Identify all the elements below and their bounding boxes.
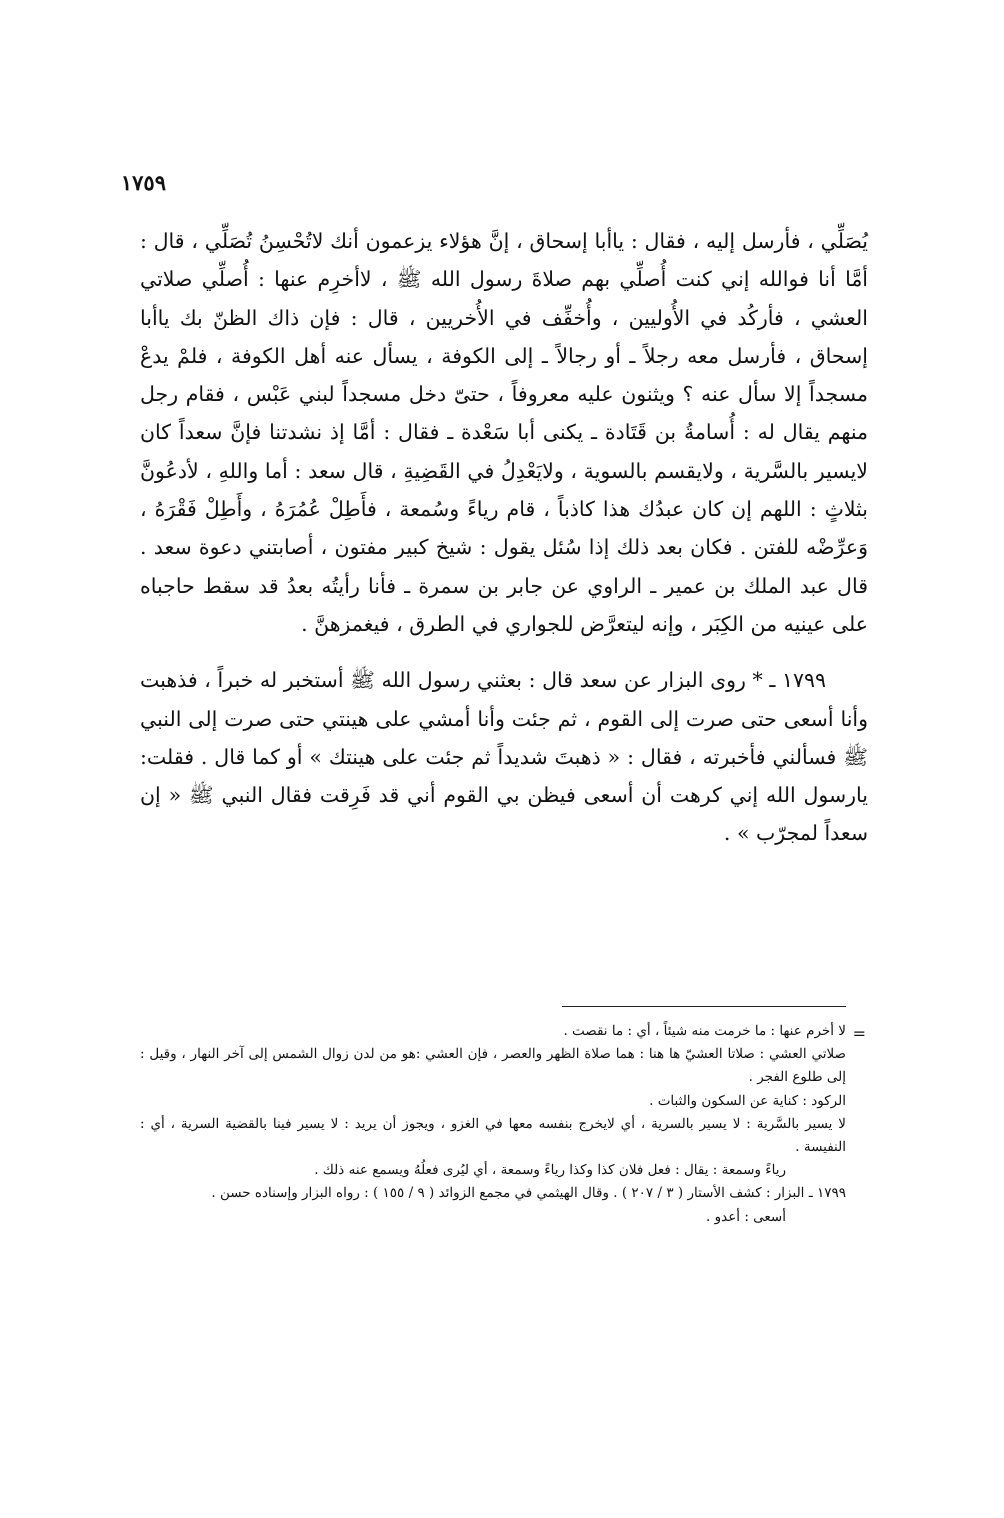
- footnote-line: الركود : كناية عن السكون والثبات .: [649, 1092, 846, 1109]
- footnote-line: صلاتي العشي : صلاتا العشيّ ها هنا : هما صلاة الظهر والعصر ، فإن العشي :هو من لدن زوال الشمس إلى آخر النهار ، وقيل : إلى طلوع الفجر .: [140, 1046, 846, 1086]
- footnote-continuation-mark: =: [852, 1024, 866, 1043]
- page-number: ١٧٥٩: [120, 170, 166, 195]
- footnote-line: لا أخرم عنها : ما خرمت منه شيئاً ، أي : ما نقصت .: [563, 1023, 846, 1039]
- footnotes: [140, 1020, 846, 1229]
- footnote-source: ١٧٩٩ ـ البزار : كشف الأستار ( ٣ / ٢٠٧ ) . وقال الهيثمي في مجمع الزوائد ( ٩ / ١٥٥ ) : رواه البزار وإسناده حسن .: [211, 1185, 846, 1202]
- footnote-line: رياءً وسمعة : يقال : فعل فلان كذا وكذا رياءً وسمعة ، أي ليُرى فعلُهُ ويسمع عنه ذلك .: [314, 1162, 786, 1179]
- footnote-line: لا يسير بالسَّرية : لا يسير بالسرية ، أي لايخرج بنفسه معها في الغزو ، ويجوز أن يريد : لا يسير فينا بالقضية السرية ، أي : النفيسة .: [140, 1115, 846, 1156]
- footnote-line: أسعى : أعدو .: [706, 1208, 786, 1225]
- main-text: [140, 222, 868, 853]
- hadith-continuation-paragraph: يُصَلِّي ، فأرسل إليه ، فقال : ياأبا إسحاق ، إنَّ هؤلاء يزعمون أنك لاتُحْسِنُ تُصَلِّي ، قال : أمَّا أنا فوالله إني كنت أُصلِّي بهم صلاةَ رسول الله ﷺ ، لاأخرِم عنها : أُصلِّي صلاتي العشي ، فأركُد في الأُوليين ، وأُخفِّف في الأُخريين ، قال : فإن ذاك الظنّ بك ياأبا إسحاق ، فأرسل معه رجلاً ـ أو رجالاً ـ إلى الكوفة ، يسأل عنه أهل الكوفة ، فلمْ يدعْ مسجداً إلا سأل عنه ؟ ويثنون عليه معروفاً ، حتىّ دخل مسجداً لبني عَبْس ، فقام رجل منهم يقال له : أُسامةُ بن قَتَادة ـ يكنى أبا سَعْدة ـ فقال : أمَّا إذ نشدتنا فإنَّ سعداً كان لايسير بالسَّرية ، ولايقسم بالسوية ، ولايَعْدِلُ في القَضِيةِ ، قال سعد : أما واللهِ ، لأدعُونَّ بثلاثٍ : اللهم إن كان عبدُك هذا كاذباً ، قام رياءً وسُمعة ، فأَطِلْ عُمُرَهُ ، وأَطِلْ فَقْرَهُ ، وَعرِّضْه للفتن . فكان بعد ذلك إذا سُئل يقول : شيخ كبير مفتون ، أصابتني دعوة سعد . قال عبد الملك بن عمير ـ الراوي عن جابر بن سمرة ـ فأنا رأيتُه بعدُ قد سقط حاجباه على عينيه من الكِبَر ، وإنه ليتعرَّض للجواري في الطرق ، فيغمزهنَّ .: [140, 229, 868, 636]
- footnote-separator: [562, 1006, 846, 1007]
- hadith-1799-paragraph: ١٧٩٩ ـ * روى البزار عن سعد قال : بعثني رسول الله ﷺ أستخبر له خبراً ، فذهبت وأنا أسعى حتى صرت إلى القوم ، ثم جئت وأنا أمشي على هينتي حتى صرت إلى النبي ﷺ فسألني فأخبرته ، فقال : « ذهبتَ شديداً ثم جئت على هينتك » أو كما قال . فقلت: يارسول الله إني كرهت أن أسعى فيظن بي القوم أني قد فَرِقت فقال النبي ﷺ « إن سعداً لمجرّب » .: [140, 668, 868, 846]
